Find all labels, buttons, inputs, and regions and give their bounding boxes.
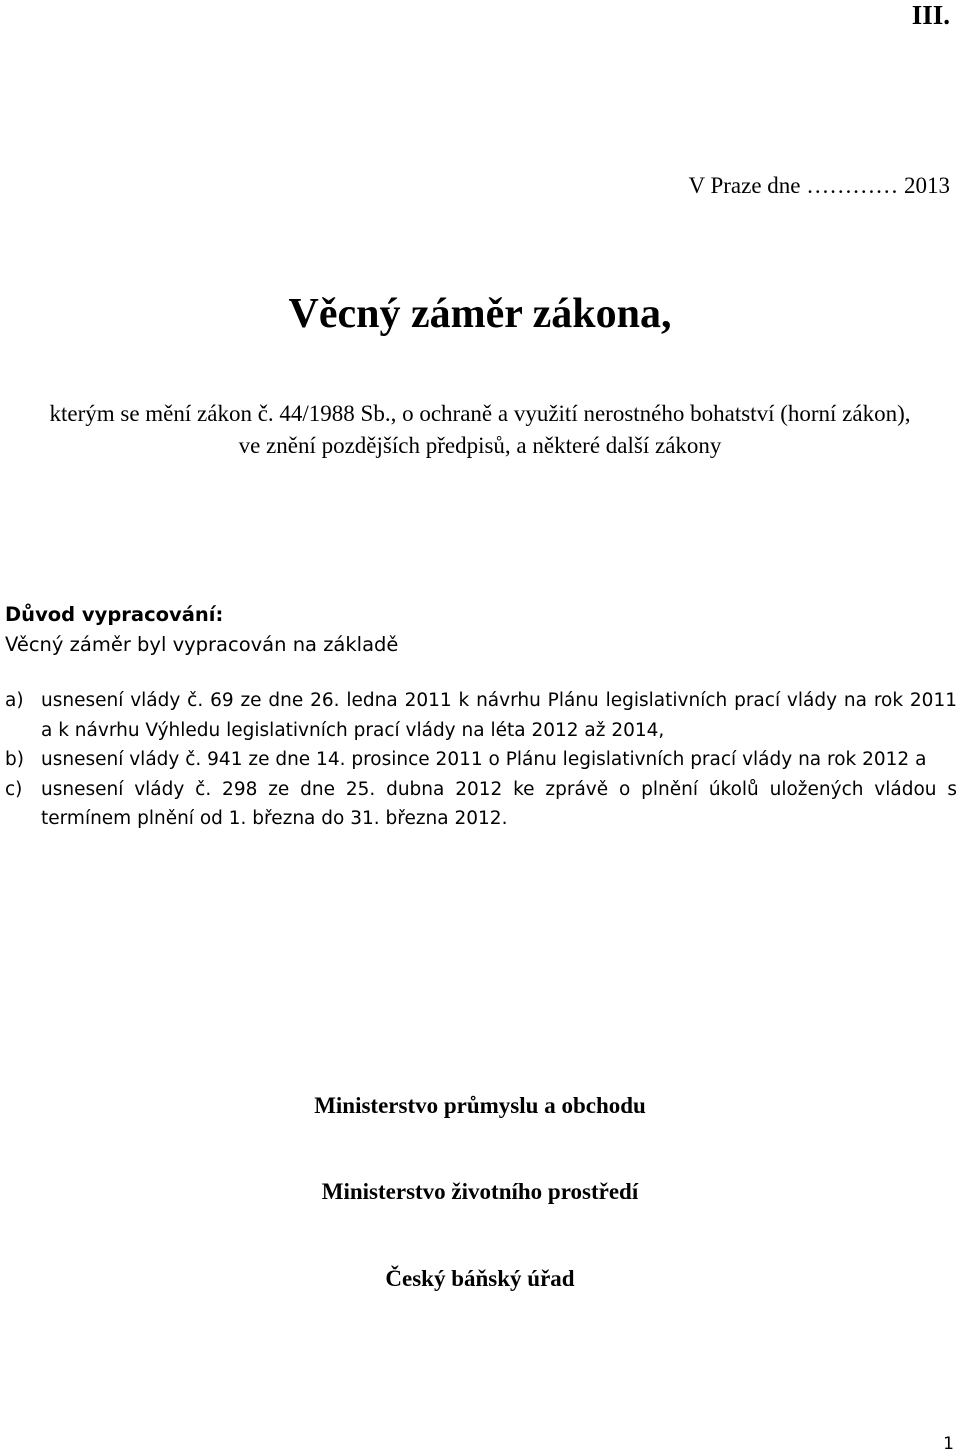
list-marker: a): [5, 690, 24, 711]
page-number: 1: [943, 1434, 954, 1454]
document-title: Věcný záměr zákona,: [288, 291, 672, 337]
resolution-list: [5, 686, 957, 834]
page-mark: III.: [911, 0, 950, 30]
subtitle-line-2: ve znění pozdějších předpisů, a některé další zákony: [238, 433, 722, 458]
list-item: [5, 775, 957, 834]
organization-ministry-environment: Ministerstvo životního prostředí: [321, 1179, 639, 1204]
subtitle-line-1: kterým se mění zákon č. 44/1988 Sb., o ochraně a využití nerostného bohatství (horní zákon),: [49, 401, 911, 426]
reason-intro: Věcný záměr byl vypracován na základě: [5, 633, 399, 656]
reason-section: [5, 600, 398, 660]
list-marker: b): [5, 749, 24, 770]
list-item: [5, 686, 957, 745]
list-item-text: usnesení vlády č. 298 ze dne 25. dubna 2012 ke zprávě o plnění úkolů uložených vládou s termínem plnění od 1. března do 31. března 2012.: [41, 778, 957, 829]
reason-heading: Důvod vypracování:: [5, 603, 224, 626]
document-subtitle: [0, 398, 960, 462]
list-marker: c): [5, 778, 23, 800]
list-item-text: usnesení vlády č. 69 ze dne 26. ledna 2011 k návrhu Plánu legislativních prací vlády na rok 2011 a k návrhu Výhledu legislativních prací vlády na léta 2012 až 2014,: [41, 690, 957, 741]
date-line: V Praze dne ………… 2013: [688, 173, 950, 198]
organization-ministry-industry-trade: Ministerstvo průmyslu a obchodu: [314, 1093, 646, 1118]
list-item-text: usnesení vlády č. 941 ze dne 14. prosince 2011 o Plánu legislativních prací vlády na rok 2012 a: [41, 749, 927, 770]
organization-mining-office: Český báňský úřad: [385, 1266, 575, 1291]
list-item: [5, 745, 957, 775]
